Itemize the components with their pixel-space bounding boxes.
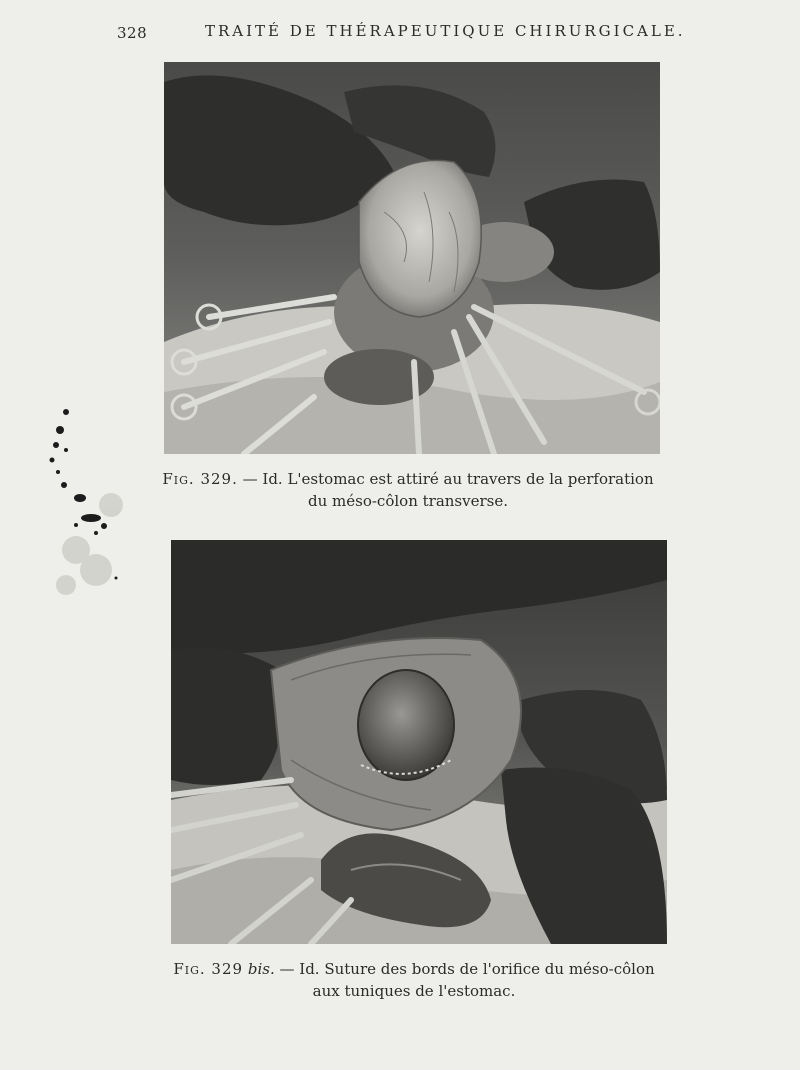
ink-stain-mark <box>36 400 146 610</box>
caption-text: — Id. L'estomac est attiré au travers de la perforation <box>242 470 654 488</box>
figure-329-photograph <box>164 62 660 454</box>
figure-329-bis-caption <box>154 958 674 1002</box>
figure-329-bis-photograph <box>171 540 667 944</box>
figure-label: Fig. 329 <box>173 960 244 978</box>
figure-label-suffix: bis. <box>247 960 275 978</box>
figure-label: Fig. 329. <box>162 470 238 488</box>
caption-text: aux tuniques de l'estomac. <box>312 982 516 1000</box>
caption-text: du méso-côlon transverse. <box>308 492 508 510</box>
running-head: TRAITÉ DE THÉRAPEUTIQUE CHIRURGICALE. <box>205 22 686 40</box>
page-number: 328 <box>117 24 148 42</box>
caption-text: — Id. Suture des bords de l'orifice du méso-côlon <box>279 960 655 978</box>
figure-329-caption <box>148 468 668 512</box>
